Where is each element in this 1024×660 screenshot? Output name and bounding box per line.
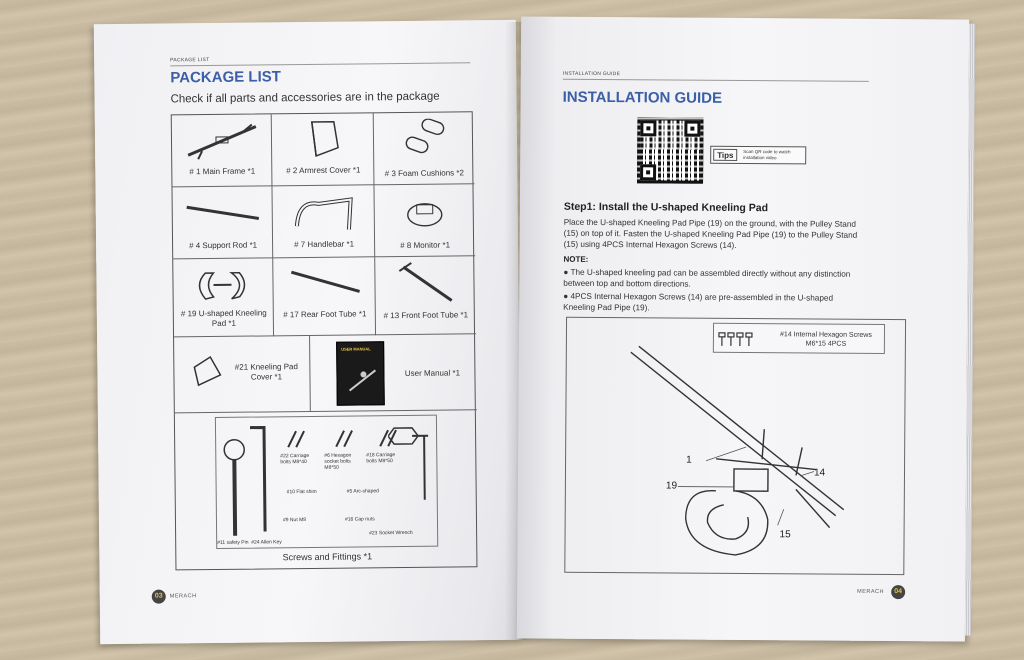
right-running-head: INSTALLATION GUIDE — [562, 70, 621, 78]
screws-box — [215, 415, 438, 549]
step-body: Place the U-shaped Kneeling Pad Pipe (19) on the ground, with the Pulley Stand (15) on top of it. Fasten the U-shaped Kneeling Pad Pipe (19) to the Pulley Stand (15) using 4PCS Internal Hexagon Screws (14). — [563, 217, 858, 250]
note-item — [563, 267, 863, 291]
tips-label: Tips — [713, 149, 737, 161]
screw-item: #11 safety Pin — [217, 539, 249, 546]
armrest-cover-icon — [304, 118, 344, 162]
installation-guide-title: INSTALLATION GUIDE — [562, 88, 723, 107]
part-label: # 4 Support Rod *1 — [189, 240, 258, 251]
manual-cover-title: USER MANUAL — [341, 346, 371, 352]
note-text: 4PCS Internal Hexagon Screws (14) are pre-assembled in the U-shaped Kneeling Pad Pipe (19). — [563, 291, 834, 313]
part-cell-foam-cushions — [374, 112, 475, 185]
part-cell-monitor — [374, 184, 475, 257]
support-rod-icon — [183, 200, 263, 225]
part-cell-support-rod — [172, 186, 273, 259]
part-cell-armrest-cover — [272, 113, 375, 186]
main-frame-icon — [182, 120, 262, 161]
tips-text: Scan QR code to watch installation video — [743, 148, 791, 160]
handlebar-icon — [289, 189, 361, 234]
callout-15: 15 — [779, 529, 791, 541]
part-label: # 17 Rear Foot Tube *1 — [283, 309, 367, 320]
parts-grid — [171, 111, 478, 570]
screw-item: #24 Allen Key — [251, 539, 282, 546]
part-label: # 7 Handlebar *1 — [294, 239, 355, 250]
note-text: The U-shaped kneeling pad can be assembled directly without any distinction between top and bottom directions. — [563, 267, 851, 289]
manual-cover-figure-icon — [347, 364, 377, 394]
left-page-number: 03 — [152, 590, 166, 604]
screw-item: #6 Hexagon socket bolts M8*50 — [324, 452, 352, 471]
page-edges — [965, 24, 975, 636]
assembly-diagram — [564, 317, 906, 575]
qr-finder-top-right — [684, 121, 700, 137]
left-footer-brand: MERACH — [169, 593, 197, 600]
screw-item: #5 Arc-shaped — [346, 488, 379, 495]
kneeling-pad-icon — [191, 265, 251, 306]
part-label: # 2 Armrest Cover *1 — [286, 165, 361, 176]
part-cell-kneeling-pad — [173, 258, 274, 337]
screw-callout-line1: #14 Internal Hexagon Screws — [780, 331, 872, 339]
right-head-rule — [563, 79, 869, 82]
part-label: User Manual *1 — [404, 368, 461, 378]
screw-callout-line2: M6*15 4PCS — [805, 340, 847, 348]
callout-1: 1 — [686, 454, 692, 466]
tips-box — [710, 146, 806, 165]
part-label: # 1 Main Frame *1 — [189, 166, 256, 177]
part-label: # 13 Front Foot Tube *1 — [383, 310, 469, 321]
callout-14: 14 — [813, 467, 826, 479]
screws-caption: Screws and Fittings *1 — [282, 551, 373, 563]
left-page — [94, 20, 522, 644]
note-item — [563, 291, 863, 315]
part-cell-rear-foot-tube — [273, 257, 376, 336]
foam-cushions-icon — [400, 119, 450, 160]
part-label: #21 Kneeling Pad Cover *1 — [234, 362, 298, 382]
bullet-icon: ● — [563, 267, 571, 277]
screw-item: #23 Socket Wrench — [369, 529, 413, 537]
qr-finder-bottom-left — [640, 164, 656, 180]
front-foot-tube-icon — [397, 260, 457, 305]
rear-foot-tube-icon — [287, 267, 363, 298]
part-label: # 3 Foam Cushions *2 — [384, 168, 464, 179]
part-cell-user-manual — [310, 334, 477, 412]
screws-cell — [175, 410, 479, 571]
screw-item: #22 Carriage bolts M8*40 — [280, 452, 310, 466]
right-page-number: 04 — [891, 585, 905, 599]
right-page — [517, 16, 969, 641]
part-cell-handlebar — [272, 185, 375, 258]
part-label: # 19 U-shaped Kneeling Pad *1 — [180, 308, 267, 329]
screw-item: #9 Nut M8 — [282, 517, 307, 524]
note-title: NOTE: — [563, 254, 589, 264]
step-title: Step1: Install the U-shaped Kneeling Pad — [563, 200, 769, 215]
part-cell-front-foot-tube — [375, 256, 476, 335]
bullet-icon: ● — [563, 291, 571, 301]
left-running-head: PACKAGE LIST — [170, 57, 210, 64]
part-cell-main-frame — [172, 114, 273, 187]
package-list-title: PACKAGE LIST — [170, 68, 281, 87]
package-list-subtitle: Check if all parts and accessories are in the package — [170, 90, 440, 106]
user-manual-cover-image — [336, 341, 385, 405]
safety-pin-allen-key-icon — [220, 423, 277, 544]
right-footer-brand: MERACH — [857, 588, 885, 595]
kneeling-pad-cover-icon — [188, 353, 228, 393]
screw-item: #10 Flat shim — [286, 488, 317, 496]
left-head-rule — [170, 62, 470, 66]
screw-item: #18 Carriage bolts M8*50 — [366, 452, 396, 465]
part-label: # 8 Monitor *1 — [400, 240, 451, 251]
part-cell-kneeling-pad-cover — [174, 336, 311, 413]
screw-item: #16 Cap nuts — [344, 516, 375, 523]
monitor-icon — [405, 197, 445, 229]
callout-19: 19 — [665, 480, 678, 492]
qr-finder-top-left — [640, 120, 656, 136]
kneeling-pad-assembly-drawing — [565, 318, 907, 576]
